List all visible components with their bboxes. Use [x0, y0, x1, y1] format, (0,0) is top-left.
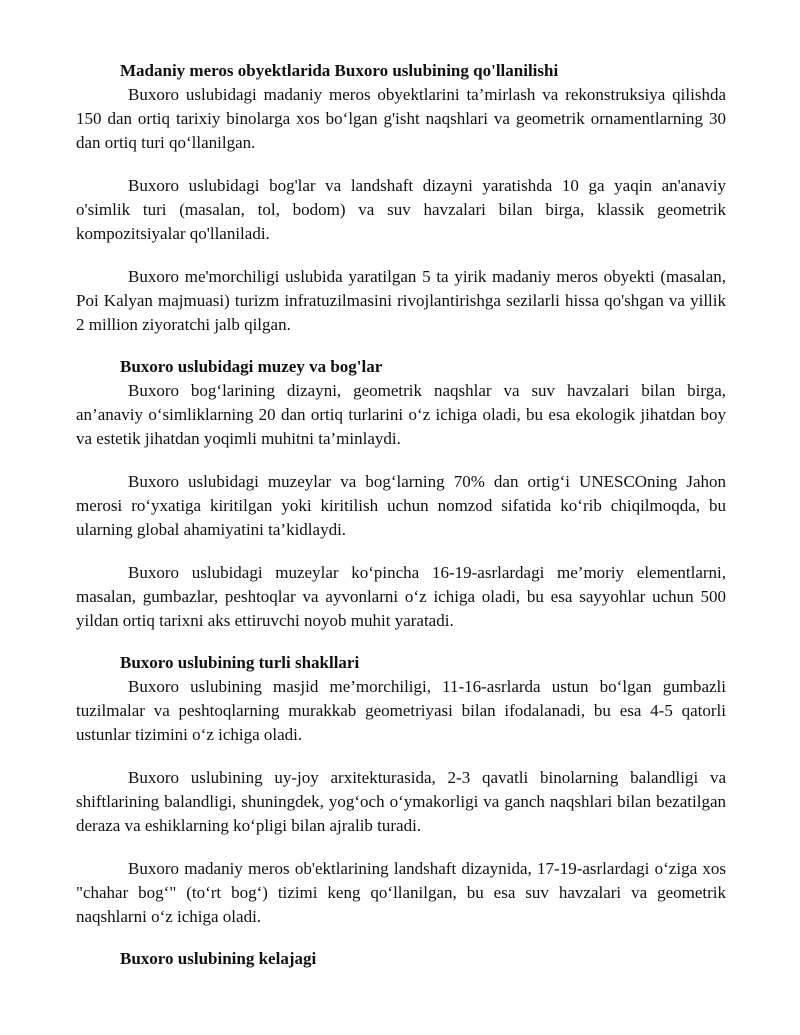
paragraph: Buxoro bog‘larining dizayni, geometrik naqshlar va suv havzalari bilan birga, an’anaviy o‘simliklarning 20 dan ortiq turlarini o‘z ichiga oladi, bu esa ekologik jihatdan boy va estetik jihatdan yoqimli muhitni ta’minlaydi.: [76, 381, 726, 448]
paragraph: Buxoro uslubining uy-joy arxitekturasida, 2-3 qavatli binolarning balandligi va shiftlarining balandligi, shuningdek, yog‘och o‘ymakorligi va ganch naqshlari bilan bezatilgan deraza va eshiklarning ko‘pligi bilan ajralib turadi.: [76, 768, 726, 835]
paragraph: Buxoro uslubidagi bog'lar va landshaft dizayni yaratishda 10 ga yaqin an'anaviy o'simlik turi (masalan, tol, bodom) va suv havzalari bilan birga, klassik geometrik kompozitsiyalar qo'llaniladi.: [76, 176, 726, 243]
paragraph: Buxoro uslubidagi muzeylar ko‘pincha 16-19-asrlardagi me’moriy elementlarni, masalan, gumbazlar, peshtoqlar va ayvonlarni o‘z ichiga oladi, bu esa sayyohlar uchun 500 yildan ortiq tarixni aks ettiruvchi noyob muhit yaratadi.: [76, 563, 726, 630]
paragraph: Buxoro uslubidagi muzeylar va bog‘larning 70% dan ortig‘i UNESCOning Jahon merosi ro‘yxatiga kiritilgan yoki kiritilish uchun nomzod sifatida ko‘rib chiqilmoqda, bu ularning global ahamiyatini ta’kidlaydi.: [76, 472, 726, 539]
section-heading-forms: Buxoro uslubining turli shakllari: [120, 653, 360, 672]
paragraph: Buxoro uslubining masjid me’morchiligi, 11-16-asrlarda ustun bo‘lgan gumbazli tuzilmalar va peshtoqlarning murakkab geometriyasi bilan ifodalanadi, bu esa 4-5 qatorli ustunlar tizimini o‘z ichiga oladi.: [76, 677, 726, 744]
paragraph: Buxoro uslubidagi madaniy meros obyektlarini ta’mirlash va rekonstruksiya qilishda 150 dan ortiq tarixiy binolarga xos bo‘lgan g'isht naqshlari va geometrik ornamentlarning 30 dan ortiq turi qo‘llanilgan.: [76, 85, 726, 152]
document-page: [76, 60, 726, 971]
paragraph: Buxoro madaniy meros ob'ektlarining landshaft dizaynida, 17-19-asrlardagi o‘ziga xos "chahar bog‘" (to‘rt bog‘) tizimi keng qo‘llanilgan, bu esa suv havzalari va geometrik naqshlarni o‘z ichiga oladi.: [76, 859, 726, 926]
paragraph: Buxoro me'morchiligi uslubida yaratilgan 5 ta yirik madaniy meros obyekti (masalan, Poi Kalyan majmuasi) turizm infratuzilmasini rivojlantirishga sezilarli hissa qo'shgan va yillik 2 million ziyoratchi jalb qilgan.: [76, 267, 726, 334]
section-heading-heritage: Madaniy meros obyektlarida Buxoro uslubining qo'llanilishi: [120, 61, 559, 80]
section-heading-future: Buxoro uslubining kelajagi: [120, 949, 317, 968]
section-heading-museums-gardens: Buxoro uslubidagi muzey va bog'lar: [120, 357, 383, 376]
